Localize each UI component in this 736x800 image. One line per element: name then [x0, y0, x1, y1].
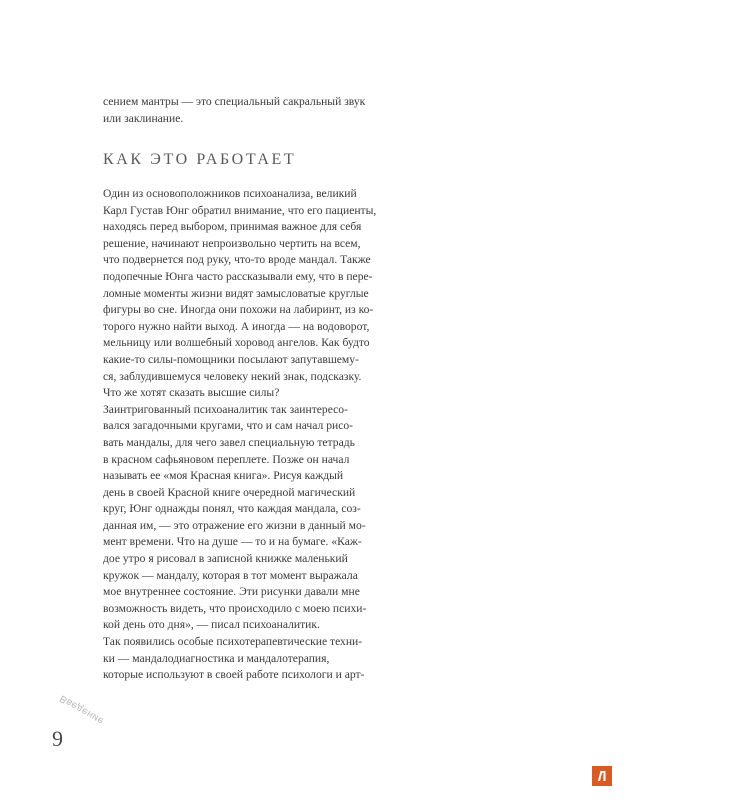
text-line: решение, начинают непроизвольно чертить на всем, [103, 236, 361, 250]
text-line: что подвернется под руку, что-то вроде мандал. Также [103, 253, 371, 267]
text-line: Так появились особые психотерапевтические техни- [103, 635, 363, 649]
publisher-logo-icon [592, 766, 612, 786]
main-paragraph [103, 186, 379, 684]
text-line: Заинтригованный психоаналитик так заинтересо- [103, 402, 348, 416]
text-line: мельницу или волшебный хоровод ангелов. Как будто [103, 336, 370, 350]
page-number: 9 [52, 726, 63, 751]
text-line: круг, Юнг однажды понял, что каждая мандала, соз- [103, 502, 361, 516]
text-line: кружок — мандалу, которая в тот момент выражала [103, 568, 358, 582]
text-line: Карл Густав Юнг обратил внимание, что его пациенты, [103, 203, 377, 217]
text-line: которые используют в своей работе психологи и арт- [103, 668, 365, 682]
text-line: дое утро я рисовал в записной книжке маленький [103, 552, 348, 566]
text-line: называть ее «моя Красная книга». Рисуя каждый [103, 469, 344, 483]
text-line: вать мандалы, для чего завел специальную тетрадь [103, 435, 355, 449]
text-line: в красном сафьяновом переплете. Позже он начал [103, 452, 350, 466]
text-line: какие-то силы-помощники посылают запутавшему- [103, 352, 359, 366]
text-line: находясь перед выбором, принимая важное для себя [103, 220, 362, 234]
text-line: возможность видеть, что происходило с моею психи- [103, 601, 367, 615]
text-line: Что же хотят сказать высшие силы? [103, 386, 280, 400]
text-line: подопечные Юнга часто рассказывали ему, что в пере- [103, 269, 373, 283]
text-line: кой день ото дня», — писал психоаналитик. [103, 618, 320, 632]
text-line: торого нужно найти выход. А иногда — на водоворот, [103, 319, 370, 333]
text-line: мое внутреннее состояние. Эти рисунки давали мне [103, 585, 360, 599]
text-line: данная им, — это отражение его жизни в данный мо- [103, 518, 366, 532]
text-line: ся, заблудившемуся человеку некий знак, подсказку. [103, 369, 362, 383]
text-line: вался загадочными кругами, что и сам начал рисо- [103, 419, 353, 433]
text-line: день в своей Красной книге очередной магический [103, 485, 356, 499]
section-heading: КАК ЭТО РАБОТАЕТ [103, 151, 297, 168]
text-line: Один из основоположников психоанализа, великий [103, 187, 357, 200]
text-line: или заклинание. [103, 111, 184, 125]
text-line: фигуры во сне. Иногда они похожи на лабиринт, из ко- [103, 303, 374, 317]
text-line: ломные моменты жизни видят замысловатые круглые [103, 286, 369, 300]
text-line: сением мантры — это специальный сакральный звук [103, 95, 366, 108]
intro-text [103, 94, 379, 127]
section-tab: Введение [58, 692, 107, 727]
text-line: ки — мандалодиагностика и мандалотерапия, [103, 651, 330, 665]
text-line: мент времени. Что на душе — то и на бумаге. «Каж- [103, 535, 362, 549]
